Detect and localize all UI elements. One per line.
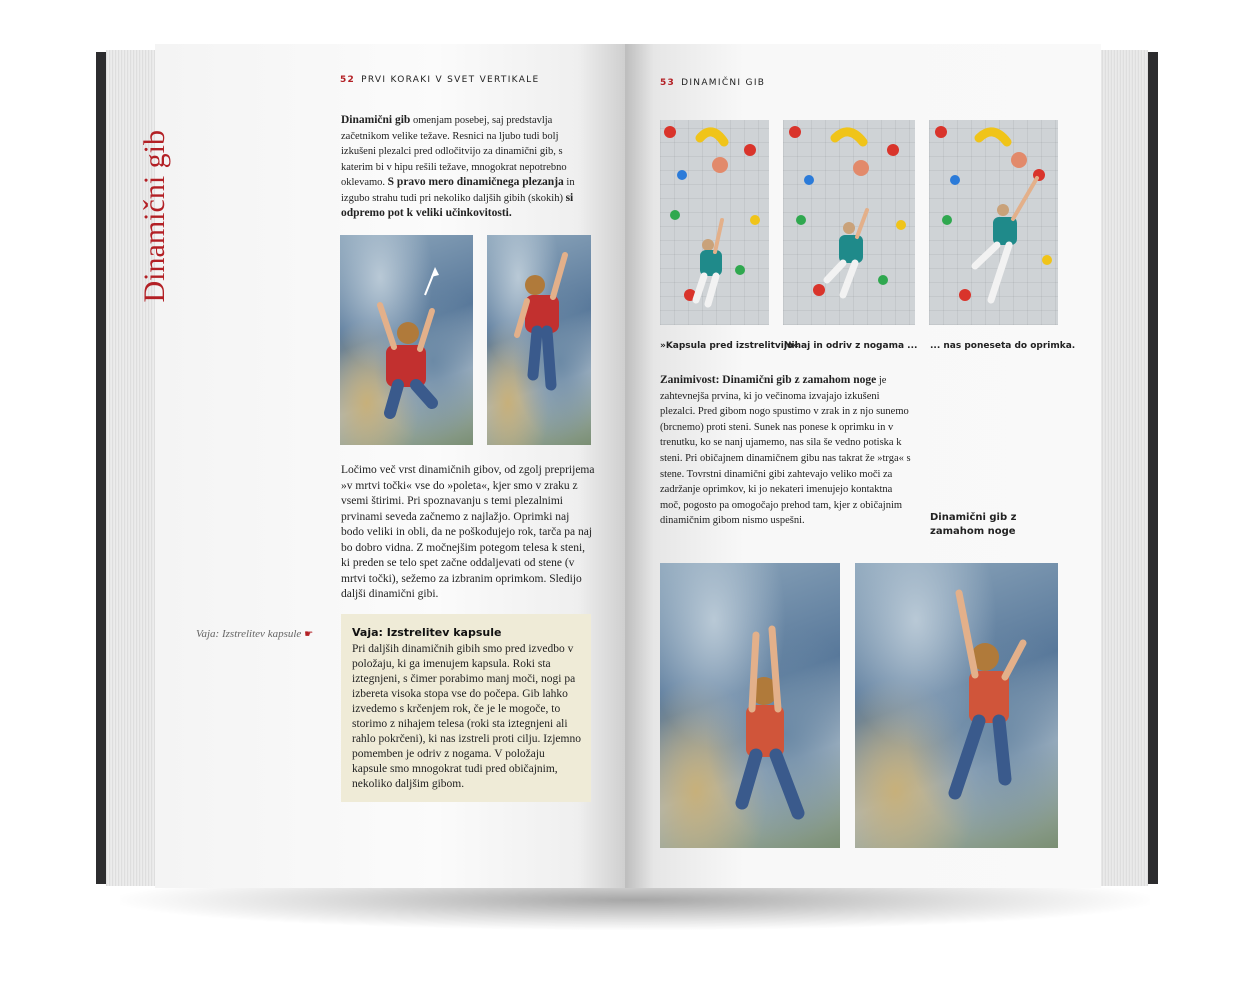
exercise-text: Pri daljših dinamičnih gibih smo pred izvedbo v položaju, ki ga imenujem kapsula. Roki sta iztegnjeni, s čimer porabimo manj moči, nogi pa izbereta visoka stopa vse do počepa. Gib lahko izvedemo s krčenjem rok, če je le mogoče, to storimo z nihajem telesa (roki sta iztegnjeni ali rahlo pokrčeni), ki nas izstreli proti cilju. Izjemno pomemben je odriv z nogama. V položaju kapsule smo mnogokrat tudi pred običajnim, nekoliko daljšim gibom. [352,643,581,790]
photo-crag-2 [487,235,591,445]
page-number-left: 52 [340,75,356,85]
climber-figure-2 [487,235,591,445]
margin-note-text: Vaja: Izstrelitev kapsule [196,628,302,640]
photo-gym-3 [929,120,1058,325]
page-edges-right [1100,50,1148,886]
gym-climber-1 [660,120,769,325]
photo-crag-3 [660,563,840,848]
trivia-bold: Zanimivost: Dinamični gib z zamahom noge [660,374,877,386]
running-head-right-text: DINAMIČNI GIB [681,78,766,88]
intro-bold-end: si odpremo pot k veliki učinkovitosti. [341,191,574,219]
body-paragraph: Ločimo več vrst dinamičnih gibov, od zgolj preprijema »v mrtvi točki« vse do »poleta«, kjer smo v zraku z vsemi štirimi. Pri spoznavanju s temi plezalnimi prvinami seveda začnemo z najlažjo. Oprimki naj bodo veliki in obli, da ne poškodujejo rok, tarča pa naj bo dobro vidna. Z močnejšim potegom telesa k steni, ki preden se telo spet začne oddaljevati od stene (v mrtvi točki), sežemo za izbranim oprimkom. Sledijo daljši dinamični gibi. [341,464,595,600]
climber-figure-3 [660,563,840,848]
climber-figure-4 [855,563,1058,848]
pointing-hand-icon: ☛ [304,629,314,640]
photo-gym-2 [783,120,915,325]
climber-figure-1 [340,235,473,445]
trivia-paragraph [660,373,915,529]
photo-crag-4 [855,563,1058,848]
page-number-right: 53 [660,78,676,88]
chapter-title: Dinamični gib [138,130,171,303]
intro-bold-start: Dinamični gib [341,114,411,126]
caption-2: Nihaj in odriv z nogama ... [784,341,918,351]
trivia-text: je zahtevnejša prvina, ki jo večinoma izvajajo izkušeni plezalci. Pred gibom nogo spustimo v zrak in z njo sunemo (brcnemo) proti steni. Sunek nas ponese k oprimku in v trenutku, ko se nanj ujamemo, nas sila še vedno potiska k steni. Pri običajnem dinamičnem gibu nas takrat že »trga« s stene. Tovrstni dinamični gibi zahtevajo veliko moči za zadržanje oprimkov, ki jo nekateri imenujejo kontaktna moč, pogosto pa omogočajo prehod tam, kjer z običajnim dinamičnim gibom nismo uspešni. [660,375,911,527]
running-head-left-text: PRVI KORAKI V SVET VERTIKALE [361,75,540,85]
photo-crag-1 [340,235,473,445]
running-head-right [660,78,765,88]
caption-3: ... nas poneseta do oprimka. [930,341,1076,351]
intro-text-b: in izgubo strahu tudi pri nekoliko daljših gibih (skokih) [341,177,575,204]
running-head-left [340,75,539,85]
intro-text-a: omenjam posebej, saj predstavlja začetnikom velike težave. Resnici na ljubo tudi bolj izkušeni plezalci pred odločitvijo za dinamični gib, s katerim bi v hipu rešili težave, mnogokrat nepotrebno oklevamo. [341,115,567,188]
side-caption: Dinamični gib z zamahom noge [930,512,1017,537]
gym-climber-3 [929,120,1058,325]
intro-bold-mid: S pravo mero dinamičnega plezanja [387,176,564,188]
photo-gym-1 [660,120,769,325]
gym-climber-2 [783,120,915,325]
margin-note [196,628,313,640]
exercise-box [341,614,591,802]
intro-paragraph [341,113,593,222]
caption-1: »Kapsula pred izstrelitvijo« [660,341,799,351]
exercise-title: Vaja: Izstrelitev kapsule [352,626,502,639]
